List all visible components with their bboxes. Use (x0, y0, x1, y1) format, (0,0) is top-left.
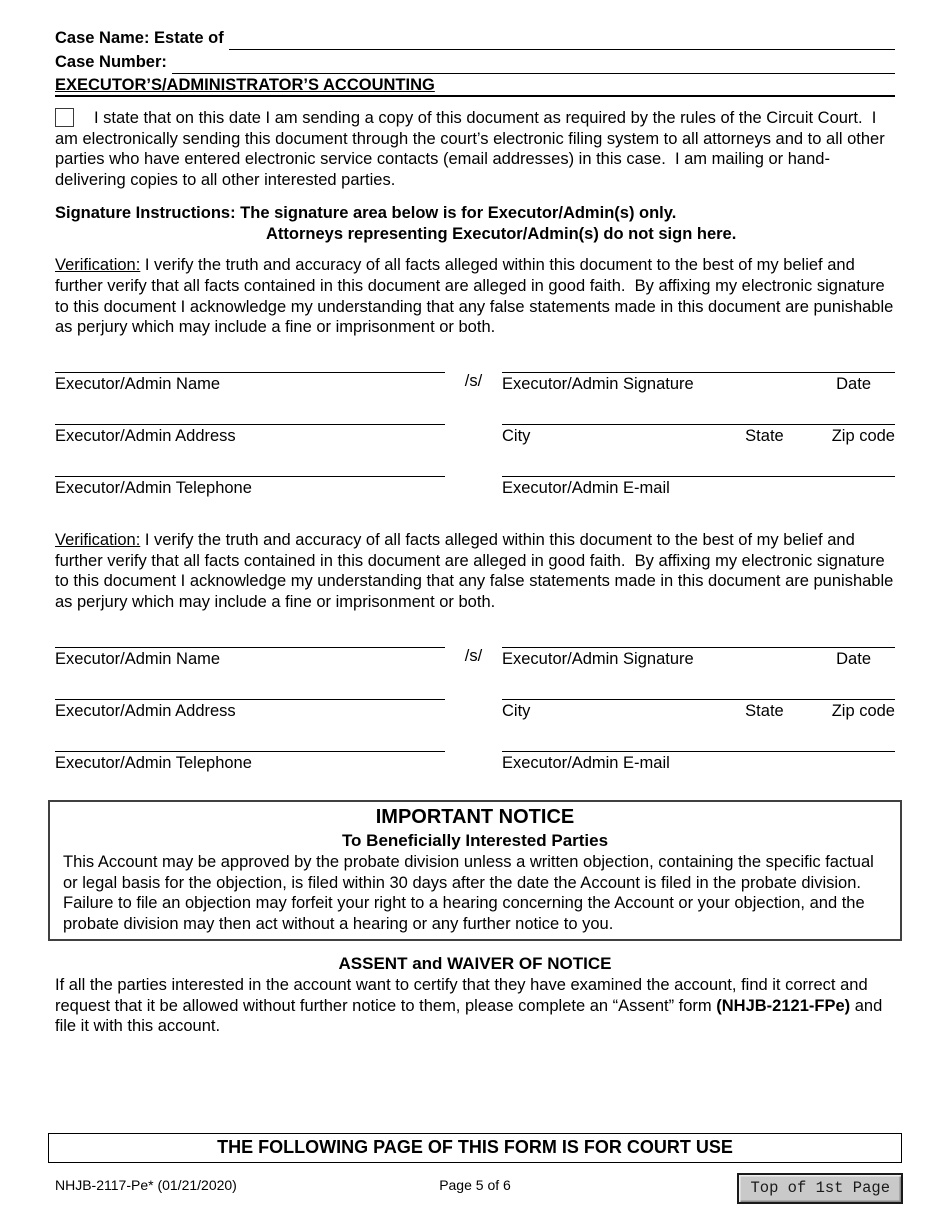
city-label: City (502, 701, 531, 720)
executor-signature-input-line[interactable] (502, 347, 895, 373)
city-state-zip-input-line[interactable] (502, 393, 895, 425)
phone-email-row (55, 720, 895, 772)
zip-code-label: Zip code (831, 427, 895, 446)
executor-name-input-line[interactable] (55, 347, 445, 373)
name-signature-row (55, 622, 895, 668)
verification-text: I verify the truth and accuracy of all facts alleged within this document to the best of my belief and further verify that all facts contained in this document are alleged in good faith. By affixing my electronic signature to this document I acknowledge my understanding that any false statements made in this document are punishable as perjury which may include a fine or imprisonment or both. (55, 256, 898, 337)
date-label: Date (836, 375, 871, 394)
top-of-first-page-button[interactable]: Top of 1st Page (737, 1173, 903, 1204)
name-signature-row (55, 347, 895, 393)
executor-address-label: Executor/Admin Address (55, 427, 236, 446)
case-number-label: Case Number: (55, 53, 167, 72)
executor-telephone-label: Executor/Admin Telephone (55, 753, 252, 772)
case-name-input-line[interactable] (229, 30, 895, 50)
signature-instructions-line1: Signature Instructions: The signature area below is for Executor/Admin(s) only. (55, 203, 677, 222)
case-number-input-line[interactable] (172, 54, 895, 74)
form-title: EXECUTOR’S/ADMINISTRATOR’S ACCOUNTING (55, 76, 435, 94)
state-label: State (745, 427, 784, 446)
executor-email-input-line[interactable] (502, 720, 895, 752)
executor-signature-label: Executor/Admin Signature (502, 375, 694, 394)
verification-paragraph-1 (55, 255, 898, 338)
executor-address-label: Executor/Admin Address (55, 701, 236, 720)
executor-telephone-input-line[interactable] (55, 445, 445, 477)
executor-telephone-input-line[interactable] (55, 720, 445, 752)
city-state-zip-input-line[interactable] (502, 668, 895, 700)
verification-paragraph-2 (55, 530, 898, 613)
assent-title: ASSENT and WAIVER OF NOTICE (338, 953, 612, 973)
assent-text-after: and file it with this account. (55, 996, 887, 1036)
page-indicator: Page 5 of 6 (439, 1176, 511, 1193)
executor-telephone-label: Executor/Admin Telephone (55, 479, 252, 498)
executor-address-input-line[interactable] (55, 668, 445, 700)
address-city-row (55, 393, 895, 445)
form-number: NHJB-2117-Pe* (01/21/2020) (55, 1176, 237, 1193)
signature-block-1 (55, 347, 895, 497)
executor-email-label: Executor/Admin E-mail (502, 753, 670, 772)
verification-label: Verification: (55, 256, 141, 275)
important-notice-title: IMPORTANT NOTICE (375, 805, 575, 828)
s-slash-mark: /s/ (464, 372, 483, 391)
form-title-rule (55, 75, 895, 97)
executor-email-input-line[interactable] (502, 445, 895, 477)
case-number-row (55, 50, 895, 74)
important-notice-subtitle: To Beneficially Interested Parties (341, 830, 609, 850)
executor-name-input-line[interactable] (55, 622, 445, 648)
signature-block-2 (55, 622, 895, 772)
court-use-banner: THE FOLLOWING PAGE OF THIS FORM IS FOR COURT USE (48, 1133, 902, 1163)
executor-signature-label: Executor/Admin Signature (502, 649, 694, 668)
date-label: Date (836, 649, 871, 668)
signature-instructions (55, 203, 895, 244)
zip-code-label: Zip code (831, 701, 895, 720)
signature-instructions-line2: Attorneys representing Executor/Admin(s) do not sign here. (266, 224, 737, 243)
case-name-row (55, 26, 895, 50)
page-footer (55, 1173, 895, 1213)
assent-text-before: If all the parties interested in the account want to certify that they have examined the account, find it correct and request that it be allowed without further notice to them, please complete an “Assent” form (55, 975, 873, 1015)
verification-text: I verify the truth and accuracy of all facts alleged within this document to the best of my belief and further verify that all facts contained in this document are alleged in good faith. By affixing my electronic signature to this document I acknowledge my understanding that any false statements made in this document are punishable as perjury which may include a fine or imprisonment or both. (55, 531, 898, 612)
executor-name-label: Executor/Admin Name (55, 375, 221, 394)
verification-label: Verification: (55, 531, 141, 550)
executor-name-label: Executor/Admin Name (55, 649, 221, 668)
s-slash-mark: /s/ (464, 647, 483, 666)
phone-email-row (55, 445, 895, 497)
service-checkbox[interactable] (55, 108, 74, 127)
important-notice-box (48, 800, 902, 941)
executor-email-label: Executor/Admin E-mail (502, 479, 670, 498)
assent-paragraph (55, 975, 895, 1037)
important-notice-body: This Account may be approved by the probate division unless a written objection, containing the specific factual or legal basis for the objection, is filed within 30 days after the date the Account is filed in the probate division. Failure to file an objection may forfeit your right to a hearing concerning the Account or your objection, and the probate division may then act without a hearing or any further notice to you. (63, 852, 879, 933)
service-statement-text: I state that on this date I am sending a copy of this document as required by the rules of the Circuit Court. I am electronically sending this document through the court’s electronic filing system to all attorneys and to all other parties who have entered electronic service contacts (email addresses) in this case. I am mailing or hand-delivering copies to all other interested parties. (55, 109, 890, 190)
assent-form-code: (NHJB-2121-FPe) (716, 996, 851, 1015)
city-label: City (502, 427, 531, 446)
address-city-row (55, 668, 895, 720)
case-name-label: Case Name: Estate of (55, 29, 224, 48)
executor-address-input-line[interactable] (55, 393, 445, 425)
executor-signature-input-line[interactable] (502, 622, 895, 648)
service-statement (55, 108, 895, 191)
state-label: State (745, 701, 784, 720)
